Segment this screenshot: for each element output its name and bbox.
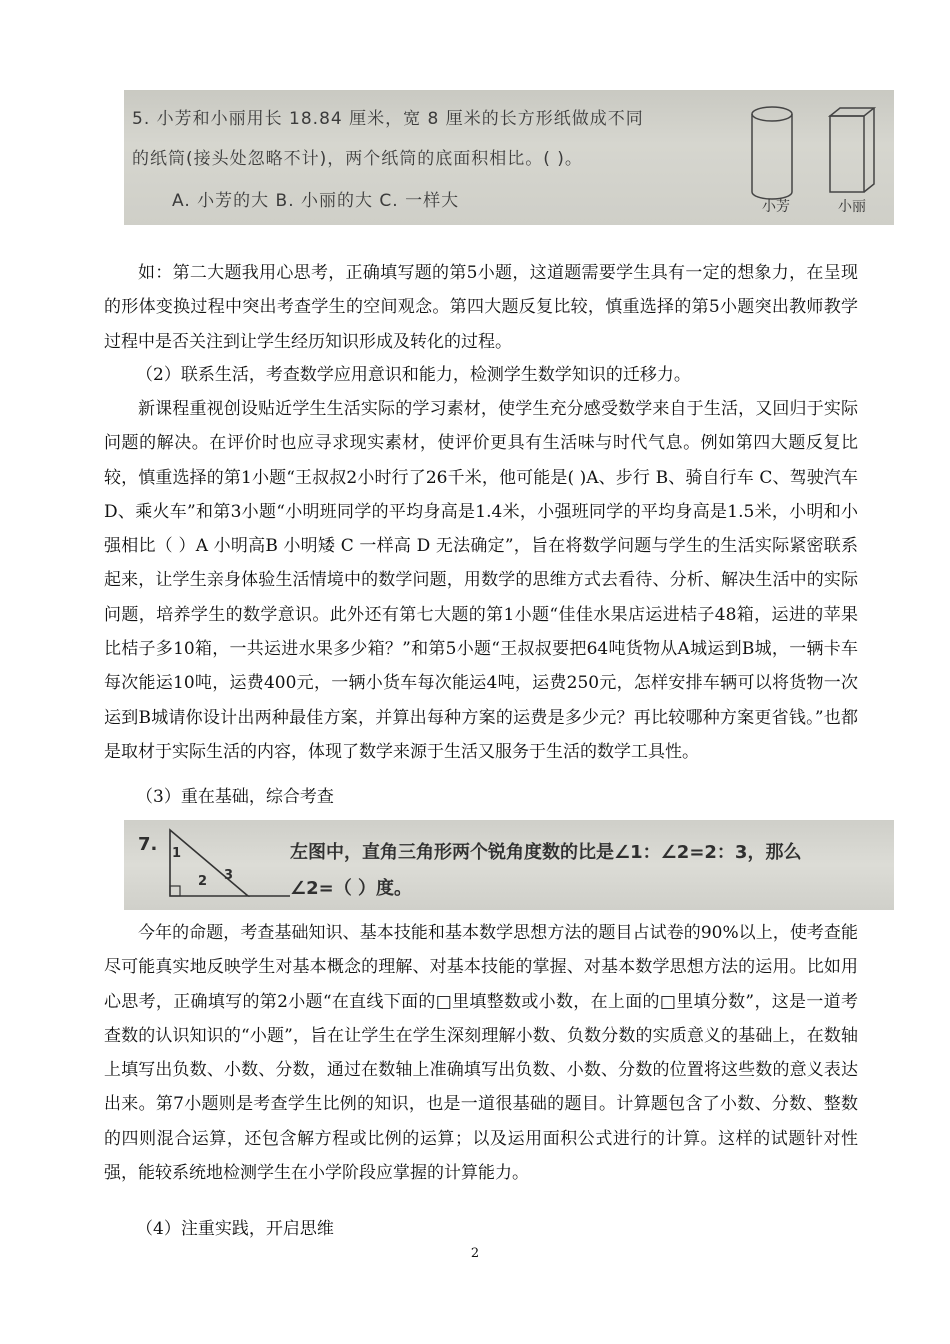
angle-label-1: 1: [172, 846, 182, 861]
angle-label-3: 3: [224, 868, 234, 883]
exam-question-photo-7: [124, 820, 894, 910]
photo-question-line-2: 的纸筒(接头处忽略不计)，两个纸筒的底面积相比。( )。: [132, 149, 583, 169]
photo2-question-number: 7.: [138, 834, 158, 855]
figure-label-xiaofang: 小芳: [762, 199, 790, 215]
page-number: 2: [470, 1246, 480, 1261]
right-triangle-figure: [160, 826, 300, 906]
section-heading-3: （3）重在基础，综合考查: [136, 787, 334, 807]
paragraph-1: 如：第二大题我用心思考，正确填写题的第5小题，这道题需要学生具有一定的想象力，在呈现的形体变换过程中突出考查学生的空间观念。第四大题反复比较，慎重选择的第5小题突出教师教学过程中是否关注到让学生经历知识形成及转化的过程。: [104, 263, 858, 352]
paragraph-2: 新课程重视创设贴近学生生活实际的学习素材，使学生充分感受数学来自于生活，又回归于实际问题的解决。在评价时也应寻求现实素材，使评价更具有生活味与时代气息。例如第四大题反复比较，慎重选择的第1小题“王叔叔2小时行了26千米，他可能是( )A、步行 B、骑自行车 C、驾驶汽车 D、乘火车”和第3小题“小明班同学的平均身高是1.4米，小强班同学的平均身高是1.5米，小明和小强相比（ ）A 小明高B 小明矮 C 一样高 D 无法确定”，旨在将数学问题与学生的生活实际紧密联系起来，让学生亲身体验生活情境中的数学问题，用数学的思维方式去看待、分析、解决生活中的实际问题，培养学生的数学意识。此外还有第七大题的第1小题“佳佳水果店运进桔子48箱，运进的苹果比桔子多10箱，一共运进水果多少箱？”和第5小题“王叔叔要把64吨货物从A城运到B城，一辆卡车每次能运10吨，运费400元，一辆小货车每次能运4吨，运费250元，怎样安排车辆可以将货物一次运到B城请你设计出两种最佳方案，并算出每种方案的运费是多少元？再比较哪种方案更省钱。”也都是取材于实际生活的内容，体现了数学来源于生活又服务于生活的数学工具性。: [104, 399, 858, 762]
section-heading-4: （4）注重实践，开启思维: [136, 1219, 334, 1239]
exam-question-photo-5: [124, 90, 894, 225]
photo-question-line-1: 5. 小芳和小丽用长 18.84 厘米，宽 8 厘米的长方形纸做成不同: [132, 109, 644, 129]
paragraph-3: 今年的命题，考查基础知识、基本技能和基本数学思想方法的题目占试卷的90%以上，使考查能尽可能真实地反映学生对基本概念的理解、对基本技能的掌握、对基本数学思想方法的运用。比如用心思考，正确填写的第2小题“在直线下面的□里填整数或小数，在上面的□里填分数”，这是一道考查数的认识知识的“小题”，旨在让学生在学生深刻理解小数、负数分数的实质意义的基础上，在数轴上填写出负数、小数、分数，通过在数轴上准确填写出负数、小数、分数的位置将这些数的意义表达出来。第7小题则是考查学生比例的知识，也是一道很基础的题目。计算题包含了小数、分数、整数的四则混合运算，还包含解方程或比例的运算；以及运用面积公式进行的计算。这样的试题针对性强，能较系统地检测学生在小学阶段应掌握的计算能力。: [104, 923, 858, 1184]
figure-label-xiaoli: 小丽: [838, 199, 866, 215]
angle-label-2: 2: [198, 874, 208, 889]
photo2-question-line-2: ∠2=（ ）度。: [290, 878, 413, 899]
photo2-question-line-1: 左图中，直角三角形两个锐角度数的比是∠1：∠2=2：3，那么: [290, 842, 802, 863]
photo-question-options: A. 小芳的大 B. 小丽的大 C. 一样大: [172, 191, 460, 211]
section-heading-2: （2）联系生活，考查数学应用意识和能力，检测学生数学知识的迁移力。: [136, 365, 691, 385]
